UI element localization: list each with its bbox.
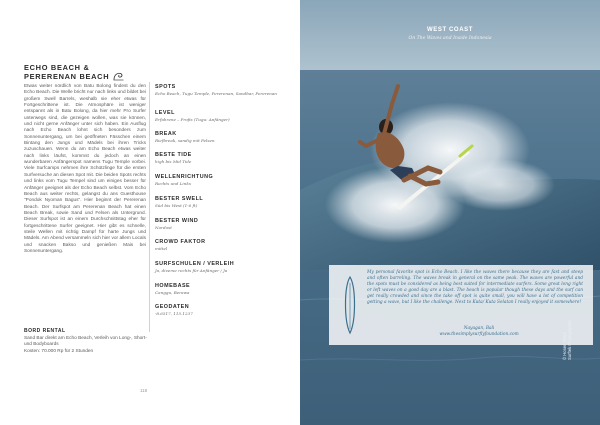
fact-value: mittel xyxy=(155,246,168,251)
fact-value: -8.6517, 115.1237 xyxy=(155,311,193,316)
fact-value: Ja, diverse rechts für Anfänger / Ja xyxy=(155,268,228,273)
quote-box xyxy=(329,265,593,345)
region-label: WEST COAST xyxy=(427,27,473,33)
quote-url[interactable]: www.thesimplysurflyfoundation.com xyxy=(439,332,519,337)
page-number: 118 xyxy=(140,388,148,393)
column-divider xyxy=(149,82,150,332)
photo-credit-line: © Hosen Steyn xyxy=(562,331,567,360)
fact-wellenrichtung xyxy=(155,174,285,186)
fact-value: Süd bis West (1-6 ft) xyxy=(155,203,198,208)
fact-label: BESTER WIND xyxy=(155,218,199,224)
fact-label: BESTER SWELL xyxy=(155,196,204,202)
region-header xyxy=(300,0,600,64)
fact-value: Echo Beach, Tugu Temple, Pererenan, Sandbar, Pererenan xyxy=(155,91,277,96)
fact-label: GEODATEN xyxy=(155,304,190,310)
fact-surfschulen xyxy=(155,261,285,273)
wave-icon xyxy=(113,72,124,81)
fact-value: high bis Mid Tide xyxy=(155,159,192,164)
fact-label: WELLENRICHTUNG xyxy=(155,174,214,180)
fact-label: SURFSCHULEN / VERLEIH xyxy=(155,261,235,267)
fact-spots xyxy=(155,84,285,96)
quote-signature: Nayagan, Bali xyxy=(463,326,495,331)
fact-label: SPOTS xyxy=(155,84,176,90)
fact-break xyxy=(155,131,285,143)
fact-label: BESTE TIDE xyxy=(155,152,192,158)
fact-beste-tide xyxy=(155,152,285,164)
photo-credit xyxy=(562,300,573,360)
spot-title: ECHO BEACH & PERERENAN BEACH xyxy=(24,63,110,81)
fact-label: CROWD FAKTOR xyxy=(155,239,206,245)
fact-value: Rechts und Links xyxy=(155,181,191,186)
rental-heading: BORD RENTAL xyxy=(24,328,66,334)
fact-bester-swell xyxy=(155,196,285,208)
fact-value: Nordost xyxy=(155,225,172,230)
quote-text: My personal favorite spot is Echo Beach. I like the waves there because they are fast and steep and often barreling. The waves break in general on the same peak. The waves are powerful and the spots must be considered as being best suited for intermediate surfers. Some great long right or left waves on a good day are a blast. The beach is popular though these days and the surf can get really crowded and since the take off spot is quite small, you will have a lot of competition getting a wave, but I like the challenge. Next to Kuta/ Kuta Selatan I really enjoyed it somewhere! xyxy=(367,270,583,305)
region-sublabel: On The Waves and Inside Indonesia xyxy=(408,36,492,41)
fact-value: Erfahrene – Profis (Tugu: Anfänger) xyxy=(155,117,230,122)
fact-crowd-faktor xyxy=(155,239,285,251)
photo-credit-line: Surftek Photographer xyxy=(567,320,573,360)
fact-label: LEVEL xyxy=(155,110,175,116)
fact-label: BREAK xyxy=(155,131,177,137)
body-text: Etwas weiter nördlich von Batu Bolong findest du den Echo Beach. Die Welle bricht nur nach links und bildet bei großem Swell Barrels, weshalb sie eher etwas für Fortgeschrittene ist. Die Atmosphäre ist weniger entspannt als in Batu Bolong, da hier mehr Pro Surfer unterwegs sind, die gezeigen wollen, was sie können, und nicht gerne Anfänger unter sich haben. Ein Ausflug nach Echo Beach lohnt sich besonders zum Sonnenuntergang, um bei geöffneten Fässchen einem Bintang den Jungs und Mädels bei ihren Tricks zuzuschauen. Wenn du am Echo Beach etwas weiter nach links läufst, kommst du jedoch an einen wunderbaren Anfängerspot namens Tugu Temple vorbei. Viele Surfcamps nehmen ihre Schützlinge für die ersten Surfversuche an diesen Spot mit. Die beiden Spots rechts und links vom Tugu Tempel sind um einiges besser für Anfänger geeignet als der Echo Beach selbst. Vom Echo Beach aus weiter rechts, gelangst du ans Guesthouse "Pondok Nyoman Bagus". Hier beginnt der Pererenan Beach. Der Surfspot am Pererenan Beach hat einen Beach Break, sowie Sand und Felsen als Untergrund. Dieser Surfspot ist an einem Durchschnittstag eher für fortgeschrittene Surfer geeignet. Hier gibt es schnelle, steile Wellen mit richtig Dampf für harte Jungs und Mädels. Am Abend versammeln sich hier vor allem Locals und snacken Bakso und genießen Mais bei Sonnenuntergang. xyxy=(24,84,146,254)
fact-homebase xyxy=(155,283,285,295)
fact-geodaten xyxy=(155,304,285,316)
fact-value: Riefbreak, sandig mit Felsen xyxy=(155,138,215,143)
fact-level xyxy=(155,110,285,122)
right-page xyxy=(300,0,600,425)
fact-value: Canggu, Berawa xyxy=(155,290,190,295)
fact-label: HOMEBASE xyxy=(155,283,191,289)
fact-bester-wind xyxy=(155,218,285,230)
rental-text: Sand Bar direkt am Echo Beach, Verleih von Long-, Short- und Bodyboards Kosten: 70.000 Rp für 2 Stunden xyxy=(24,336,147,354)
